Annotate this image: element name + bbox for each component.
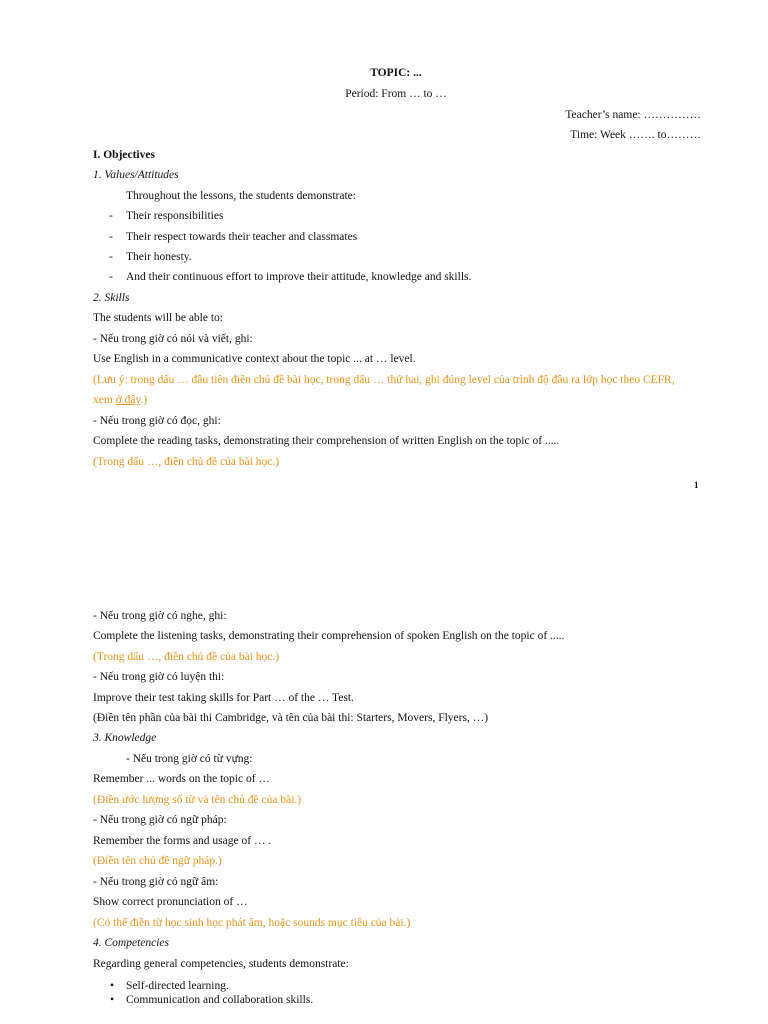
grammar-objective: Remember the forms and usage of … . xyxy=(93,835,272,847)
test-condition: - Nếu trong giờ có luyện thi: xyxy=(93,671,225,683)
list-item: Their honesty. xyxy=(126,251,192,263)
time-line: Time: Week ……. to……… xyxy=(570,129,701,141)
list-dash: - xyxy=(109,231,113,243)
page-number: 1 xyxy=(694,480,699,490)
speaking-note-prefix: xem xyxy=(93,394,116,406)
values-intro: Throughout the lessons, the students demonstrate: xyxy=(126,190,356,202)
listening-condition: - Nếu trong giờ có nghe, ghi: xyxy=(93,610,227,622)
grammar-note: (Điền tên chủ đề ngữ pháp.) xyxy=(93,855,222,867)
competencies-intro: Regarding general competencies, students demonstrate: xyxy=(93,958,349,970)
list-dash: - xyxy=(109,251,113,263)
list-item: Self-directed learning. xyxy=(126,980,229,992)
cefr-link[interactable]: ở đây xyxy=(115,394,141,406)
teacher-name-line: Teacher’s name: …………… xyxy=(565,109,701,121)
knowledge-heading: 3. Knowledge xyxy=(93,732,157,744)
phonics-note: (Có thể điền từ học sinh học phát âm, hoặc sounds mục tiêu của bài.) xyxy=(93,917,411,929)
speaking-objective: Use English in a communicative context about the topic ... at … level. xyxy=(93,353,416,365)
listening-objective: Complete the listening tasks, demonstrating their comprehension of spoken English on the topic of ..... xyxy=(93,630,565,642)
phonics-condition: - Nếu trong giờ có ngữ âm: xyxy=(93,876,219,888)
vocab-condition: - Nếu trong giờ có từ vựng: xyxy=(126,753,253,765)
list-item: Their respect towards their teacher and classmates xyxy=(126,231,358,243)
reading-note: (Trong dấu …, điền chủ đề của bài học.) xyxy=(93,456,280,468)
test-objective: Improve their test taking skills for Part … of the … Test. xyxy=(93,692,354,704)
vocab-objective: Remember ... words on the topic of … xyxy=(93,773,270,785)
list-dash: - xyxy=(109,210,113,222)
list-item: Their responsibilities xyxy=(126,210,224,222)
speaking-note-suffix: .) xyxy=(140,394,148,406)
bullet-icon: • xyxy=(110,994,115,1006)
values-heading: 1. Values/Attitudes xyxy=(93,169,179,181)
skills-intro: The students will be able to: xyxy=(93,312,223,324)
listening-note: (Trong dấu …, điền chủ đề của bài học.) xyxy=(93,651,280,663)
grammar-condition: - Nếu trong giờ có ngữ pháp: xyxy=(93,814,227,826)
speaking-condition: - Nếu trong giờ có nói và viết, ghi: xyxy=(93,333,253,345)
list-item: And their continuous effort to improve their attitude, knowledge and skills. xyxy=(126,271,472,283)
speaking-note: (Lưu ý: trong dấu … đầu tiên điền chủ đề bài học, trong dấu … thứ hai, ghi đúng level của trình độ đầu ra lớp học theo CEFR, xyxy=(93,374,675,386)
test-note: (Điền tên phần của bài thi Cambridge, và tên của bài thi: Starters, Movers, Flyers, …) xyxy=(93,712,489,724)
reading-condition: - Nếu trong giờ có đọc, ghi: xyxy=(93,415,221,427)
period-line: Period: From … to … xyxy=(345,88,447,100)
reading-objective: Complete the reading tasks, demonstrating their comprehension of written English on the topic of ..... xyxy=(93,435,560,447)
page-break xyxy=(0,505,768,600)
skills-heading: 2. Skills xyxy=(93,292,130,304)
objectives-heading: I. Objectives xyxy=(93,149,155,161)
topic-title: TOPIC: ... xyxy=(370,67,422,79)
list-dash: - xyxy=(109,271,113,283)
vocab-note: (Điền ước lượng số từ và tên chủ đề của bài.) xyxy=(93,794,302,806)
bullet-icon: • xyxy=(110,980,115,992)
speaking-note-continued xyxy=(93,393,147,407)
competencies-heading: 4. Competencies xyxy=(93,937,170,949)
phonics-objective: Show correct pronunciation of … xyxy=(93,896,248,908)
list-item: Communication and collaboration skills. xyxy=(126,994,314,1006)
